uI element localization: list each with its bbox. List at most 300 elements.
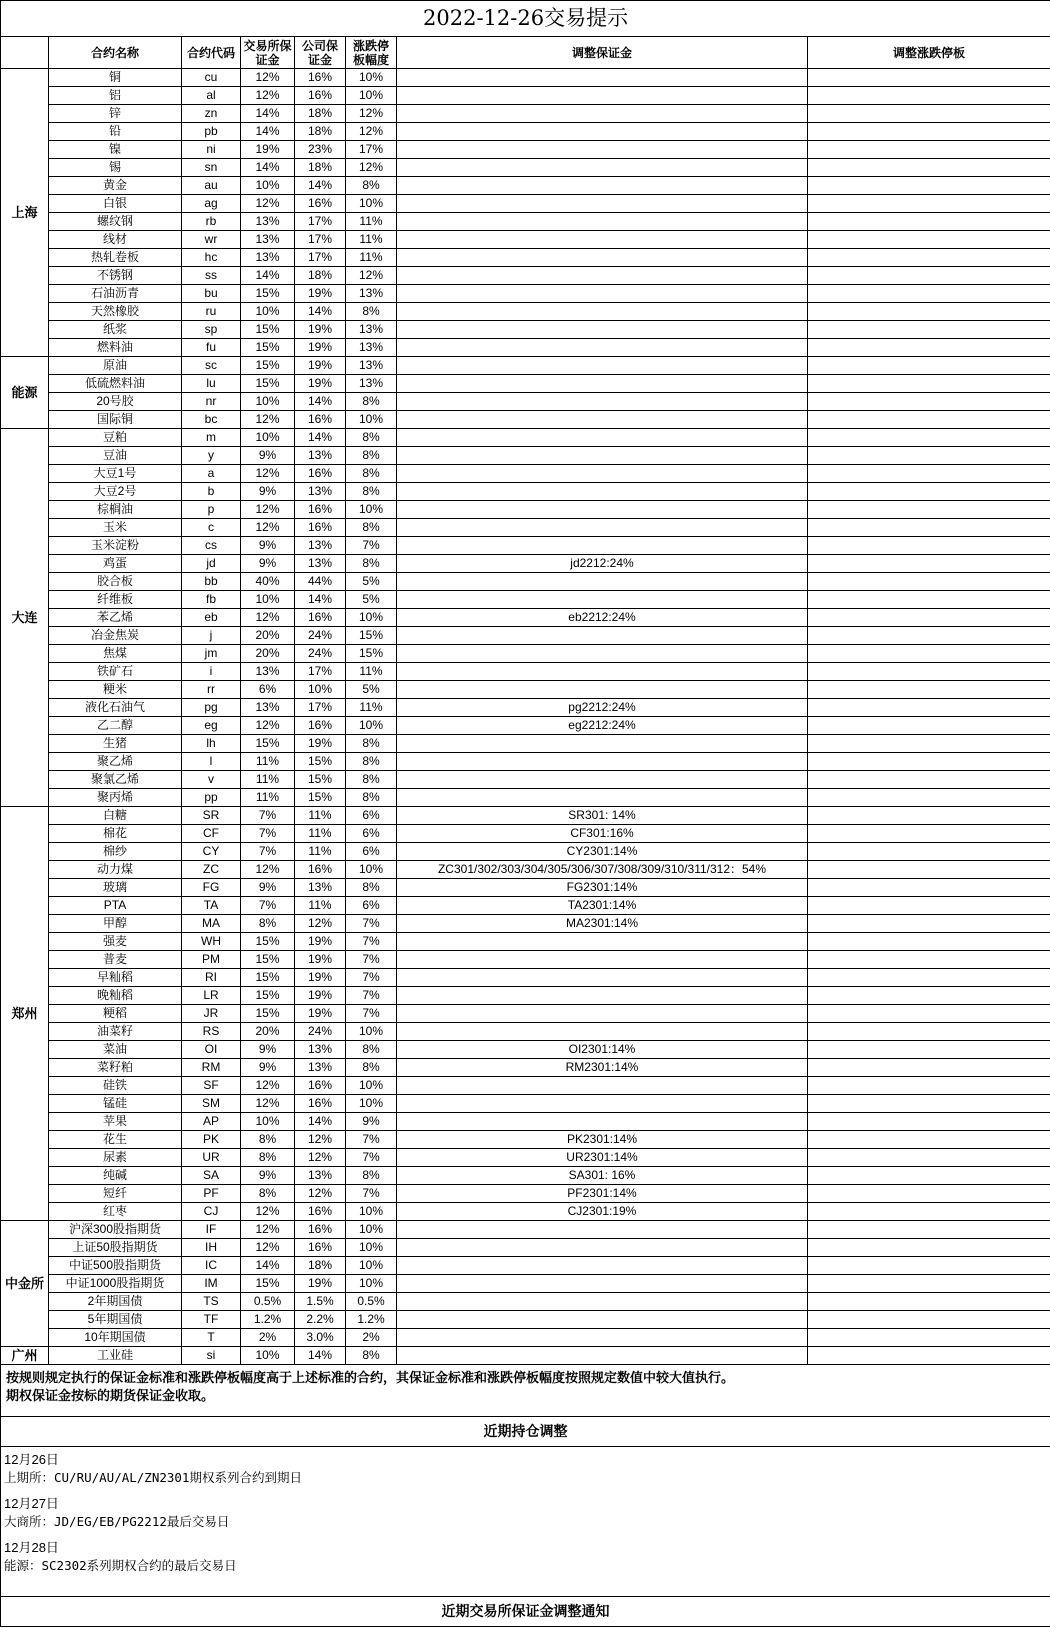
- cell-code: sp: [182, 321, 241, 339]
- header-adjust-limit: 调整涨跌停板: [808, 37, 1050, 69]
- cell-exchange-margin: 19%: [241, 141, 295, 159]
- cell-exchange-margin: 13%: [241, 663, 295, 681]
- cell-adjust-limit: [808, 645, 1050, 663]
- table-row: [1, 1347, 1050, 1365]
- cell-adjust-margin: MA2301:14%: [397, 915, 808, 933]
- cell-adjust-limit: [808, 141, 1050, 159]
- cell-code: TS: [182, 1293, 241, 1311]
- cell-company-margin: 19%: [295, 969, 346, 987]
- cell-code: jd: [182, 555, 241, 573]
- table-row: [1, 915, 1050, 933]
- cell-adjust-margin: [397, 195, 808, 213]
- cell-limit: 5%: [346, 573, 397, 591]
- cell-exchange-margin: 7%: [241, 825, 295, 843]
- table-row: [1, 231, 1050, 249]
- cell-company-margin: 16%: [295, 195, 346, 213]
- recent-text: 能源：SC2302系列期权合约的最后交易日: [4, 1558, 237, 1573]
- cell-exchange-margin: 7%: [241, 843, 295, 861]
- cell-code: cs: [182, 537, 241, 555]
- cell-exchange-margin: 12%: [241, 1239, 295, 1257]
- cell-exchange-margin: 9%: [241, 1167, 295, 1185]
- cell-name: 中证500股指期货: [49, 1257, 182, 1275]
- cell-adjust-margin: TA2301:14%: [397, 897, 808, 915]
- table-row: [1, 807, 1050, 825]
- cell-code: y: [182, 447, 241, 465]
- cell-exchange-margin: 12%: [241, 195, 295, 213]
- cell-adjust-limit: [808, 357, 1050, 375]
- cell-limit: 7%: [346, 951, 397, 969]
- cell-code: CY: [182, 843, 241, 861]
- cell-company-margin: 17%: [295, 699, 346, 717]
- cell-adjust-margin: [397, 141, 808, 159]
- cell-company-margin: 13%: [295, 1167, 346, 1185]
- table-row: [1, 879, 1050, 897]
- cell-limit: 8%: [346, 735, 397, 753]
- recent-item: [4, 1451, 1047, 1487]
- cell-limit: 6%: [346, 825, 397, 843]
- cell-limit: 10%: [346, 1077, 397, 1095]
- header-limit: 涨跌停板幅度: [346, 37, 397, 69]
- cell-name: 油菜籽: [49, 1023, 182, 1041]
- cell-exchange-margin: 8%: [241, 915, 295, 933]
- cell-adjust-margin: [397, 429, 808, 447]
- table-row: [1, 1203, 1050, 1221]
- cell-adjust-limit: [808, 1149, 1050, 1167]
- cell-adjust-margin: OI2301:14%: [397, 1041, 808, 1059]
- cell-name: 大豆2号: [49, 483, 182, 501]
- cell-name: 纯碱: [49, 1167, 182, 1185]
- cell-code: sc: [182, 357, 241, 375]
- cell-adjust-margin: [397, 573, 808, 591]
- cell-exchange-margin: 11%: [241, 753, 295, 771]
- table-row: [1, 321, 1050, 339]
- cell-code: zn: [182, 105, 241, 123]
- cell-name: 粳米: [49, 681, 182, 699]
- table-row: [1, 645, 1050, 663]
- cell-company-margin: 15%: [295, 771, 346, 789]
- table-row: [1, 1329, 1050, 1347]
- cell-limit: 11%: [346, 231, 397, 249]
- cell-exchange-margin: 15%: [241, 735, 295, 753]
- cell-exchange-margin: 14%: [241, 159, 295, 177]
- cell-limit: 10%: [346, 69, 397, 87]
- cell-exchange-margin: 14%: [241, 123, 295, 141]
- cell-name: 甲醇: [49, 915, 182, 933]
- cell-exchange-margin: 6%: [241, 681, 295, 699]
- cell-code: v: [182, 771, 241, 789]
- cell-exchange-margin: 15%: [241, 1005, 295, 1023]
- cell-limit: 10%: [346, 1095, 397, 1113]
- recent-list: [1, 1447, 1050, 1597]
- cell-adjust-margin: [397, 357, 808, 375]
- cell-name: 早籼稻: [49, 969, 182, 987]
- cell-exchange-margin: 12%: [241, 465, 295, 483]
- cell-adjust-margin: [397, 627, 808, 645]
- table-row: [1, 789, 1050, 807]
- table-row: [1, 159, 1050, 177]
- cell-exchange-margin: 12%: [241, 1203, 295, 1221]
- cell-adjust-margin: [397, 537, 808, 555]
- cell-adjust-limit: [808, 789, 1050, 807]
- cell-company-margin: 19%: [295, 735, 346, 753]
- cell-limit: 9%: [346, 1113, 397, 1131]
- table-row: [1, 429, 1050, 447]
- table-row: [1, 825, 1050, 843]
- header-exchange: [1, 37, 49, 69]
- cell-code: cu: [182, 69, 241, 87]
- cell-adjust-limit: [808, 861, 1050, 879]
- cell-company-margin: 17%: [295, 213, 346, 231]
- cell-company-margin: 17%: [295, 249, 346, 267]
- cell-limit: 8%: [346, 1347, 397, 1365]
- cell-code: bb: [182, 573, 241, 591]
- table-row: [1, 897, 1050, 915]
- cell-name: 普麦: [49, 951, 182, 969]
- cell-exchange-margin: 9%: [241, 483, 295, 501]
- cell-code: au: [182, 177, 241, 195]
- cell-company-margin: 16%: [295, 1239, 346, 1257]
- cell-adjust-margin: [397, 213, 808, 231]
- table-row: [1, 1185, 1050, 1203]
- cell-adjust-margin: CJ2301:19%: [397, 1203, 808, 1221]
- cell-limit: 8%: [346, 303, 397, 321]
- cell-company-margin: 24%: [295, 645, 346, 663]
- cell-code: fb: [182, 591, 241, 609]
- cell-code: eb: [182, 609, 241, 627]
- cell-adjust-margin: [397, 321, 808, 339]
- cell-name: 热轧卷板: [49, 249, 182, 267]
- cell-exchange-margin: 9%: [241, 1059, 295, 1077]
- table-row: [1, 591, 1050, 609]
- cell-name: 纤维板: [49, 591, 182, 609]
- cell-adjust-margin: ZC301/302/303/304/305/306/307/308/309/310/311/312：54%: [397, 861, 808, 879]
- cell-limit: 13%: [346, 357, 397, 375]
- cell-company-margin: 19%: [295, 375, 346, 393]
- cell-code: TA: [182, 897, 241, 915]
- cell-limit: 7%: [346, 1131, 397, 1149]
- cell-limit: 13%: [346, 285, 397, 303]
- cell-limit: 6%: [346, 843, 397, 861]
- cell-adjust-margin: PK2301:14%: [397, 1131, 808, 1149]
- cell-name: 菜籽粕: [49, 1059, 182, 1077]
- cell-code: FG: [182, 879, 241, 897]
- cell-code: c: [182, 519, 241, 537]
- cell-company-margin: 14%: [295, 1113, 346, 1131]
- cell-adjust-limit: [808, 537, 1050, 555]
- cell-exchange-margin: 2%: [241, 1329, 295, 1347]
- cell-limit: 0.5%: [346, 1293, 397, 1311]
- cell-name: 聚乙烯: [49, 753, 182, 771]
- cell-exchange-margin: 15%: [241, 933, 295, 951]
- table-row: [1, 213, 1050, 231]
- cell-exchange-margin: 13%: [241, 249, 295, 267]
- cell-name: 菜油: [49, 1041, 182, 1059]
- cell-code: rr: [182, 681, 241, 699]
- cell-company-margin: 19%: [295, 951, 346, 969]
- cell-adjust-limit: [808, 825, 1050, 843]
- cell-adjust-limit: [808, 105, 1050, 123]
- cell-code: RI: [182, 969, 241, 987]
- cell-exchange-margin: 11%: [241, 771, 295, 789]
- cell-limit: 15%: [346, 627, 397, 645]
- note-line: 按规则规定执行的保证金标准和涨跌停板幅度高于上述标准的合约，其保证金标准和涨跌停板幅度按照规定数值中较大值执行。: [6, 1370, 735, 1385]
- cell-adjust-limit: [808, 1095, 1050, 1113]
- cell-adjust-limit: [808, 933, 1050, 951]
- cell-adjust-margin: UR2301:14%: [397, 1149, 808, 1167]
- cell-limit: 10%: [346, 1239, 397, 1257]
- cell-name: 豆粕: [49, 429, 182, 447]
- recent-row: [1, 1447, 1050, 1597]
- cell-limit: 8%: [346, 393, 397, 411]
- cell-adjust-margin: [397, 1005, 808, 1023]
- cell-adjust-limit: [808, 591, 1050, 609]
- cell-limit: 10%: [346, 1023, 397, 1041]
- table-row: [1, 735, 1050, 753]
- cell-company-margin: 12%: [295, 915, 346, 933]
- cell-adjust-limit: [808, 195, 1050, 213]
- cell-adjust-limit: [808, 969, 1050, 987]
- exchange-label: 郑州: [1, 807, 49, 1221]
- cell-adjust-limit: [808, 1041, 1050, 1059]
- cell-limit: 8%: [346, 771, 397, 789]
- cell-exchange-margin: 15%: [241, 987, 295, 1005]
- cell-company-margin: 18%: [295, 1257, 346, 1275]
- cell-exchange-margin: 14%: [241, 267, 295, 285]
- cell-adjust-limit: [808, 321, 1050, 339]
- cell-adjust-limit: [808, 681, 1050, 699]
- cell-limit: 8%: [346, 879, 397, 897]
- cell-adjust-limit: [808, 735, 1050, 753]
- notes-row: [1, 1365, 1050, 1417]
- cell-limit: 8%: [346, 1167, 397, 1185]
- cell-company-margin: 11%: [295, 843, 346, 861]
- cell-company-margin: 15%: [295, 753, 346, 771]
- cell-adjust-margin: FG2301:14%: [397, 879, 808, 897]
- cell-limit: 6%: [346, 897, 397, 915]
- cell-adjust-limit: [808, 717, 1050, 735]
- cell-company-margin: 16%: [295, 465, 346, 483]
- cell-exchange-margin: 12%: [241, 411, 295, 429]
- cell-limit: 7%: [346, 1185, 397, 1203]
- cell-adjust-margin: [397, 951, 808, 969]
- table-row: [1, 573, 1050, 591]
- cell-company-margin: 14%: [295, 591, 346, 609]
- cell-code: bc: [182, 411, 241, 429]
- table-row: [1, 537, 1050, 555]
- table-row: [1, 1041, 1050, 1059]
- cell-code: MA: [182, 915, 241, 933]
- cell-company-margin: 44%: [295, 573, 346, 591]
- cell-name: 铝: [49, 87, 182, 105]
- cell-limit: 17%: [346, 141, 397, 159]
- exchange-label: 能源: [1, 357, 49, 429]
- cell-limit: 8%: [346, 519, 397, 537]
- cell-adjust-margin: [397, 1239, 808, 1257]
- cell-exchange-margin: 12%: [241, 1077, 295, 1095]
- cell-adjust-limit: [808, 69, 1050, 87]
- cell-exchange-margin: 15%: [241, 339, 295, 357]
- cell-code: PK: [182, 1131, 241, 1149]
- cell-code: hc: [182, 249, 241, 267]
- cell-code: IF: [182, 1221, 241, 1239]
- table-row: [1, 483, 1050, 501]
- cell-code: a: [182, 465, 241, 483]
- cell-adjust-margin: [397, 69, 808, 87]
- cell-name: 苯乙烯: [49, 609, 182, 627]
- cell-adjust-limit: [808, 1131, 1050, 1149]
- cell-adjust-margin: [397, 1221, 808, 1239]
- table-row: [1, 1293, 1050, 1311]
- cell-adjust-limit: [808, 771, 1050, 789]
- table-row: [1, 1059, 1050, 1077]
- cell-company-margin: 23%: [295, 141, 346, 159]
- cell-adjust-margin: [397, 1293, 808, 1311]
- cell-limit: 7%: [346, 969, 397, 987]
- cell-exchange-margin: 15%: [241, 969, 295, 987]
- cell-adjust-margin: [397, 1329, 808, 1347]
- cell-company-margin: 24%: [295, 1023, 346, 1041]
- cell-adjust-margin: SR301: 14%: [397, 807, 808, 825]
- cell-limit: 10%: [346, 1221, 397, 1239]
- cell-adjust-limit: [808, 465, 1050, 483]
- cell-limit: 10%: [346, 717, 397, 735]
- cell-name: 原油: [49, 357, 182, 375]
- cell-company-margin: 13%: [295, 1041, 346, 1059]
- cell-limit: 11%: [346, 663, 397, 681]
- cell-code: lu: [182, 375, 241, 393]
- cell-adjust-limit: [808, 87, 1050, 105]
- cell-name: 沪深300股指期货: [49, 1221, 182, 1239]
- cell-code: b: [182, 483, 241, 501]
- cell-company-margin: 19%: [295, 321, 346, 339]
- cell-adjust-limit: [808, 609, 1050, 627]
- table-row: [1, 249, 1050, 267]
- cell-code: IM: [182, 1275, 241, 1293]
- cell-adjust-margin: [397, 249, 808, 267]
- cell-company-margin: 12%: [295, 1185, 346, 1203]
- cell-exchange-margin: 10%: [241, 1347, 295, 1365]
- cell-name: 白糖: [49, 807, 182, 825]
- cell-name: 玻璃: [49, 879, 182, 897]
- cell-exchange-margin: 12%: [241, 519, 295, 537]
- cell-adjust-limit: [808, 753, 1050, 771]
- cell-exchange-margin: 15%: [241, 357, 295, 375]
- cell-adjust-margin: [397, 933, 808, 951]
- cell-exchange-margin: 40%: [241, 573, 295, 591]
- cell-limit: 5%: [346, 591, 397, 609]
- recent-item: [4, 1539, 1047, 1575]
- table-row: [1, 411, 1050, 429]
- table-row: [1, 1113, 1050, 1131]
- cell-limit: 15%: [346, 645, 397, 663]
- cell-company-margin: 18%: [295, 159, 346, 177]
- cell-limit: 7%: [346, 915, 397, 933]
- cell-company-margin: 16%: [295, 411, 346, 429]
- cell-adjust-margin: [397, 735, 808, 753]
- cell-company-margin: 16%: [295, 1221, 346, 1239]
- cell-exchange-margin: 13%: [241, 699, 295, 717]
- exchange-label: 广州: [1, 1347, 49, 1365]
- cell-code: al: [182, 87, 241, 105]
- cell-adjust-limit: [808, 951, 1050, 969]
- cell-limit: 8%: [346, 177, 397, 195]
- cell-name: 苹果: [49, 1113, 182, 1131]
- cell-adjust-limit: [808, 231, 1050, 249]
- cell-name: 玉米淀粉: [49, 537, 182, 555]
- cell-adjust-limit: [808, 285, 1050, 303]
- cell-adjust-margin: SA301: 16%: [397, 1167, 808, 1185]
- cell-limit: 11%: [346, 249, 397, 267]
- cell-exchange-margin: 20%: [241, 645, 295, 663]
- cell-code: wr: [182, 231, 241, 249]
- cell-company-margin: 19%: [295, 339, 346, 357]
- cell-code: SF: [182, 1077, 241, 1095]
- cell-limit: 7%: [346, 1005, 397, 1023]
- table-row: [1, 375, 1050, 393]
- cell-company-margin: 14%: [295, 1347, 346, 1365]
- cell-exchange-margin: 10%: [241, 177, 295, 195]
- recent-date: 12月28日: [4, 1540, 59, 1555]
- cell-adjust-limit: [808, 1329, 1050, 1347]
- cell-name: 国际铜: [49, 411, 182, 429]
- cell-code: j: [182, 627, 241, 645]
- table-row: [1, 141, 1050, 159]
- cell-name: 工业硅: [49, 1347, 182, 1365]
- cell-company-margin: 16%: [295, 1077, 346, 1095]
- cell-exchange-margin: 14%: [241, 1257, 295, 1275]
- cell-adjust-limit: [808, 519, 1050, 537]
- cell-code: bu: [182, 285, 241, 303]
- cell-name: 鸡蛋: [49, 555, 182, 573]
- cell-exchange-margin: 8%: [241, 1131, 295, 1149]
- cell-adjust-limit: [808, 1347, 1050, 1365]
- cell-company-margin: 19%: [295, 1005, 346, 1023]
- cell-name: 锰硅: [49, 1095, 182, 1113]
- cell-name: 棕榈油: [49, 501, 182, 519]
- cell-adjust-limit: [808, 159, 1050, 177]
- cell-name: 玉米: [49, 519, 182, 537]
- cell-name: 尿素: [49, 1149, 182, 1167]
- cell-name: 2年期国债: [49, 1293, 182, 1311]
- cell-adjust-margin: [397, 1311, 808, 1329]
- cell-adjust-limit: [808, 807, 1050, 825]
- cell-exchange-margin: 9%: [241, 879, 295, 897]
- cell-adjust-limit: [808, 573, 1050, 591]
- table-row: [1, 753, 1050, 771]
- cell-limit: 8%: [346, 483, 397, 501]
- cell-adjust-limit: [808, 501, 1050, 519]
- cell-exchange-margin: 12%: [241, 501, 295, 519]
- cell-limit: 13%: [346, 375, 397, 393]
- cell-adjust-margin: pg2212:24%: [397, 699, 808, 717]
- cell-code: ag: [182, 195, 241, 213]
- cell-adjust-limit: [808, 1005, 1050, 1023]
- table-row: [1, 843, 1050, 861]
- cell-adjust-margin: [397, 1275, 808, 1293]
- cell-name: 红枣: [49, 1203, 182, 1221]
- cell-name: 聚氯乙烯: [49, 771, 182, 789]
- cell-company-margin: 16%: [295, 717, 346, 735]
- cell-limit: 11%: [346, 213, 397, 231]
- cell-adjust-margin: [397, 645, 808, 663]
- cell-company-margin: 19%: [295, 357, 346, 375]
- cell-limit: 13%: [346, 339, 397, 357]
- exchange-label: 大连: [1, 429, 49, 807]
- cell-exchange-margin: 7%: [241, 897, 295, 915]
- exchange-label: 中金所: [1, 1221, 49, 1347]
- cell-name: 线材: [49, 231, 182, 249]
- cell-adjust-limit: [808, 213, 1050, 231]
